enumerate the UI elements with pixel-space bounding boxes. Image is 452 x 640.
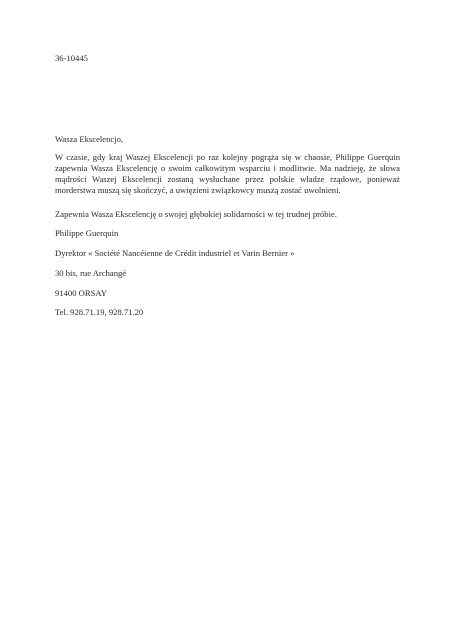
phone-number: Tel. 928.71.19, 928.71.20 xyxy=(55,307,144,317)
signature-name: Philippe Guerquin xyxy=(55,228,119,238)
reference-number: 36-10445 xyxy=(55,53,88,63)
closing-line: Zapewnia Wasza Ekscelencję o swojej głębokiej solidarności w tej trudnej próbie. xyxy=(55,209,337,219)
body-paragraph: W czasie, gdy kraj Waszej Ekscelencji po raz kolejny pogrąża się w chaosie, Philippe Guerquin zapewnia Wasza Ekscelencję o swoim całkowitym wsparciu i modlitwie. Ma nadzieję, że słowa mądrości Waszej Ekscelencji zostaną wysłuchane przez polskie władze rządowe, ponieważ morderstwa muszą się skończyć, a uwięzieni związkowcy muszą zostać uwolnieni. xyxy=(55,152,400,195)
address-street: 30 bis, rue Archangé xyxy=(55,268,127,278)
salutation: Wasza Ekscelencjo, xyxy=(55,134,124,144)
address-city: 91400 ORSAY xyxy=(55,288,107,298)
signature-title: Dyrektor « Société Nancéienne de Crédit industriel et Varin Bernier » xyxy=(55,248,295,258)
